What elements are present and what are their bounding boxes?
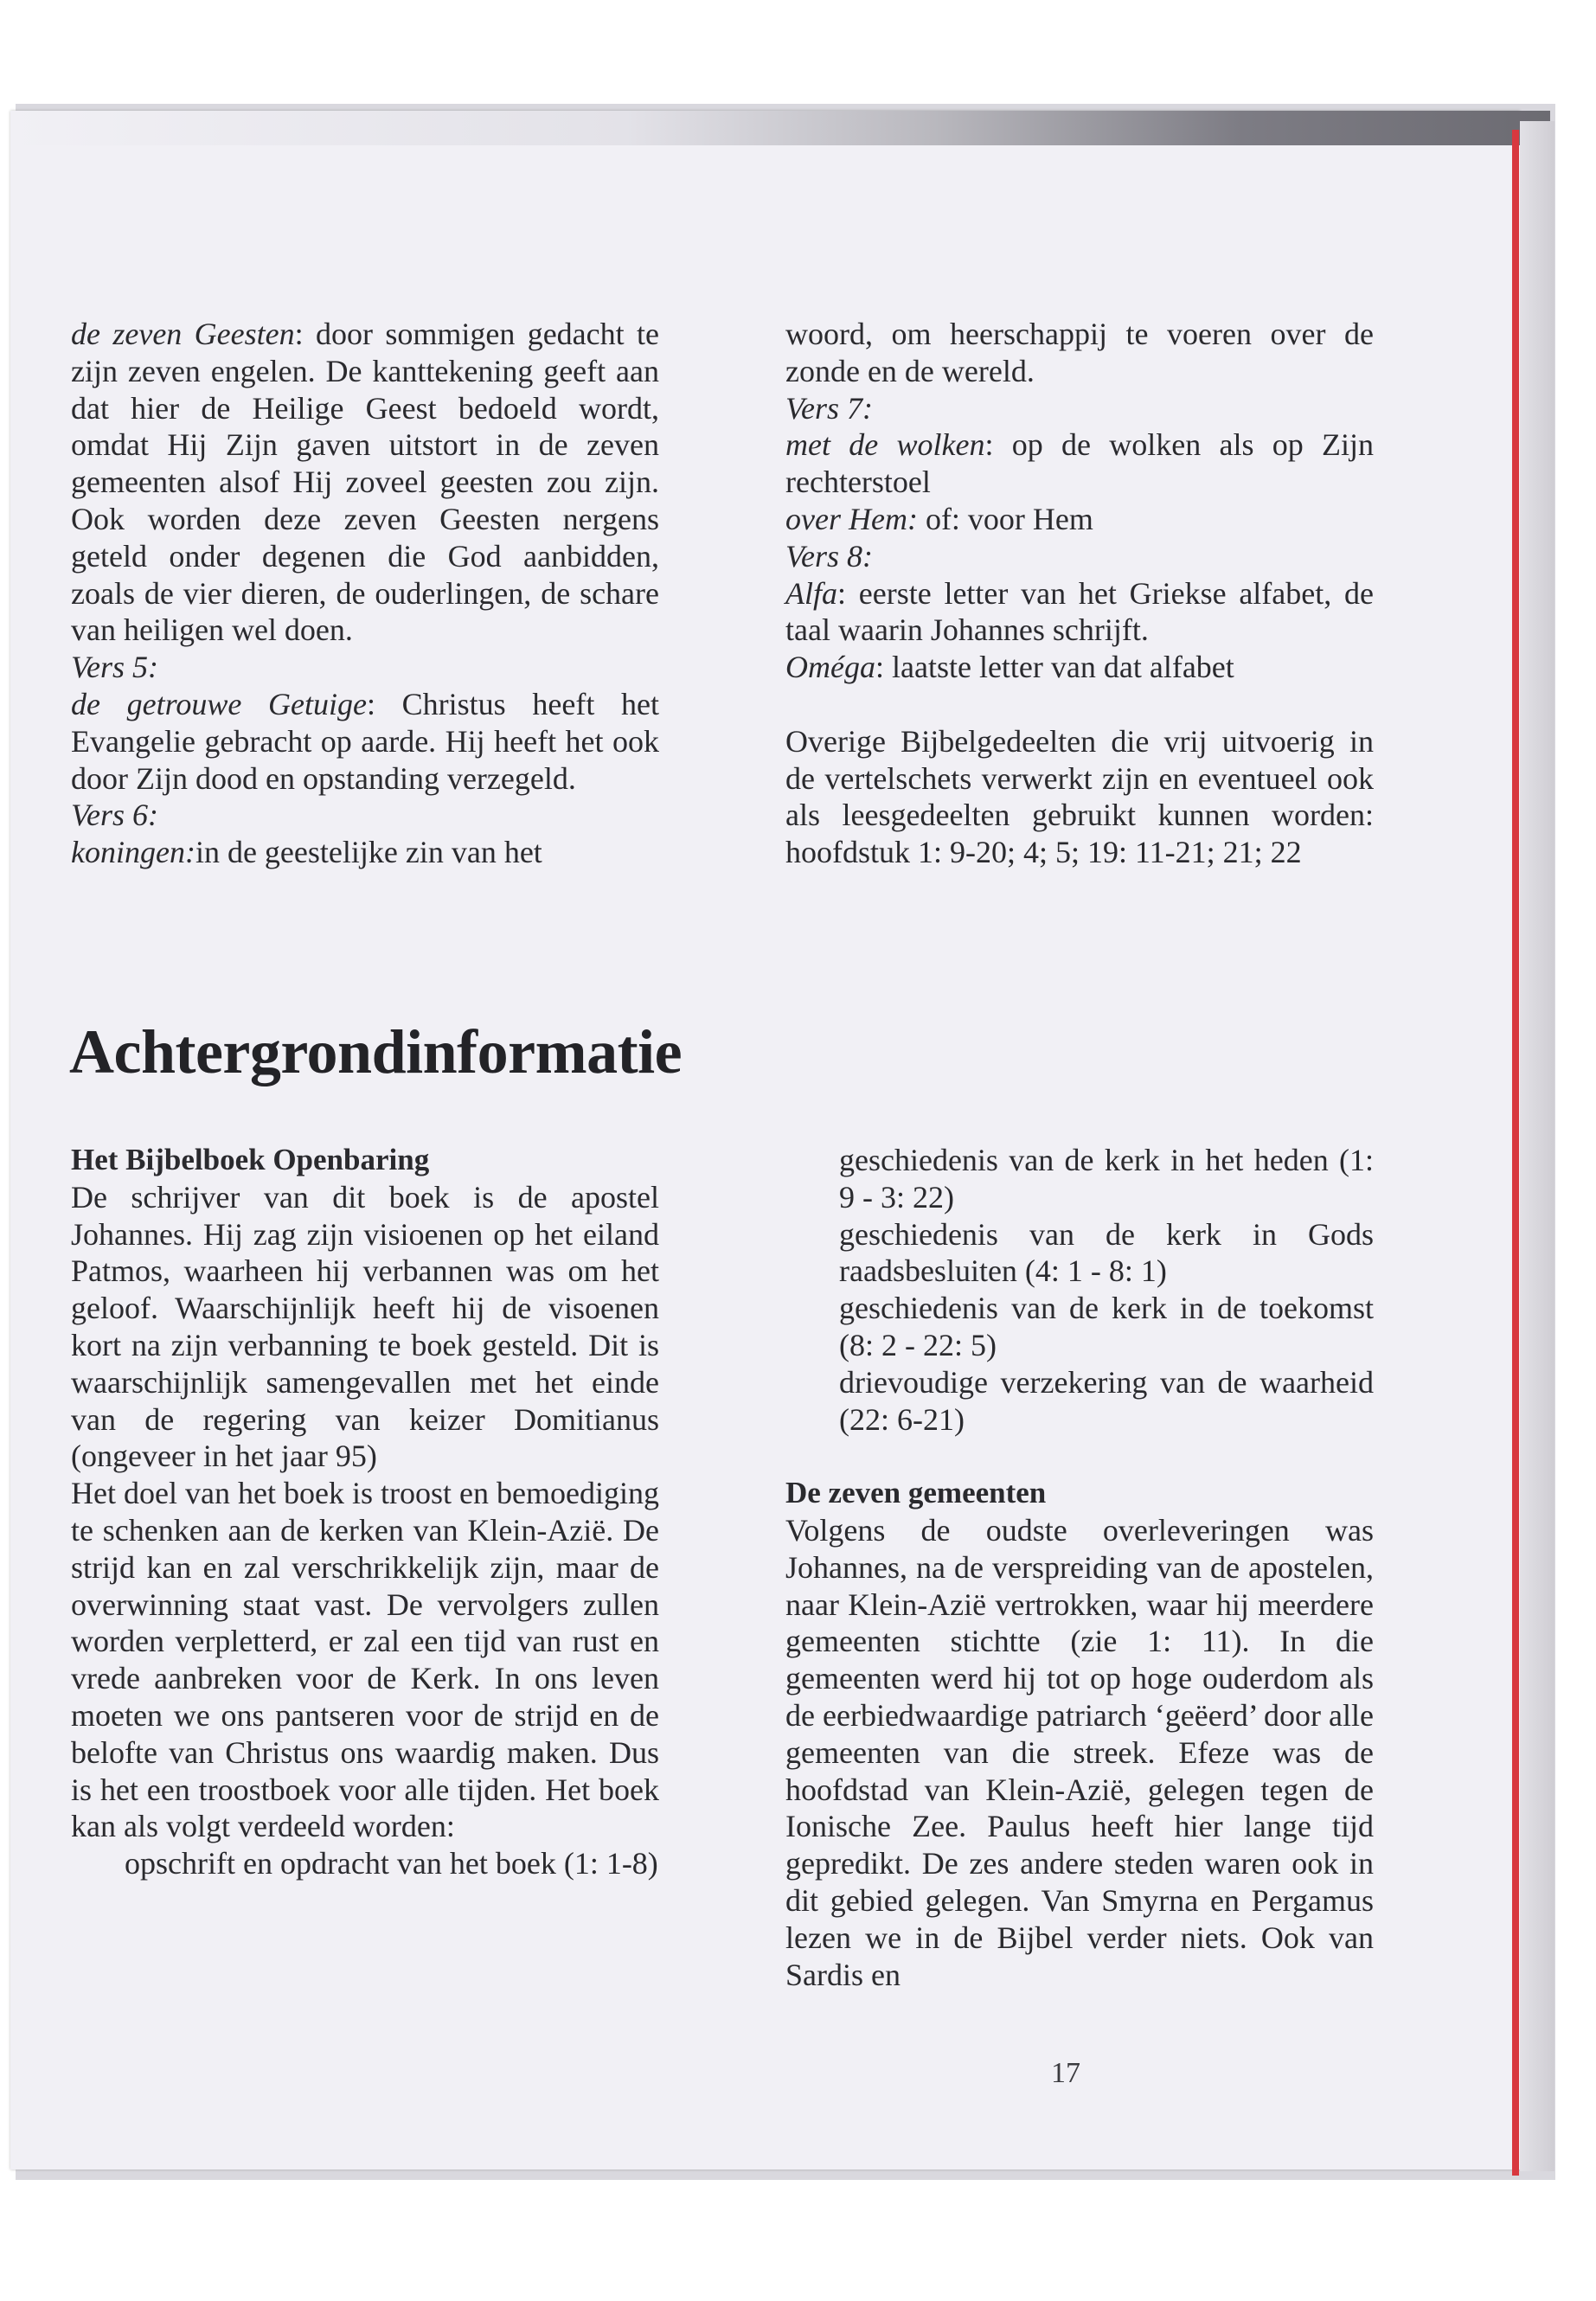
entry-vers-8: Vers 8:: [785, 538, 873, 574]
entry-zeven-geesten: de zeven Geesten: door sommigen gedacht te zijn zeven engelen. De kanttekening geeft aan dat hier de Heilige Geest bedoeld wordt, omdat Hij Zijn gaven uitstort in de zeven gemeenten alsof Hij zoveel geesten zou zijn. Ook worden deze zeven Geesten nergens geteld onder degenen die God aanbidden, zoals de vier dieren, de ouderlingen, de schare van heiligen wel doen.: [71, 317, 659, 648]
subheading-zeven-gemeenten: De zeven gemeenten: [785, 1476, 1047, 1510]
paragraph-doel: Het doel van het boek is troost en bemoediging te schenken aan de kerken van Klein-Azië. De strijd kan en zal verschrikkelijk zijn, maar de overwinning staat vast. De vervolgers zullen worden verpletterd, er zal een tijd van rust en vrede aanbreken voor de Kerk. In ons leven moeten we ons pantseren voor de strijd en de belofte van Christus ons waardig maken. Dus is het een troostboek voor alle tijden. Het boek kan als volgt verdeeld worden:: [71, 1476, 659, 1844]
entry-alfa: Alfa: eerste letter van het Griekse alfabet, de taal waarin Johannes schrijft.: [785, 575, 1374, 648]
entry-vers-5: Vers 5:: [71, 650, 158, 685]
list-item: geschiedenis van de kerk in de toekomst (8: 2 - 22: 5): [839, 1291, 1374, 1362]
entry-koningen: koningen:in de geestelijke zin van het: [71, 835, 542, 870]
entry-met-de-wolken: met de wolken: op de wolken als op Zijn rechterstoel: [785, 427, 1374, 500]
list-item: geschiedenis van de kerk in het heden (1: 9 - 3: 22): [839, 1143, 1374, 1215]
entry-woord: woord, om heerschappij te voeren over de zonde en de wereld.: [785, 317, 1374, 388]
right-column-top: [785, 316, 1374, 871]
list-item: geschiedenis van de kerk in Gods raadsbesluiten (4: 1 - 8: 1): [839, 1216, 1374, 1289]
page-top-shadow: [10, 111, 1550, 145]
subheading-openbaring: Het Bijbelboek Openbaring: [71, 1143, 430, 1176]
entry-vers-6: Vers 6:: [71, 798, 158, 833]
paragraph-schrijver: De schrijver van dit boek is de apostel Johannes. Hij zag zijn visioenen op het eiland Patmos, waarheen hij verbannen was om het geloof. Waarschijnlijk heeft hij de visoenen kort na zijn verbanning te boek gesteld. Dit is waarschijnlijk samengevallen met het einde van de regering van keizer Domitianus (ongeveer in het jaar 95): [71, 1179, 659, 1474]
page-number: 17: [1051, 2057, 1080, 2089]
paragraph-gemeenten: Volgens de oudste overleveringen was Johannes, na de verspreiding van de apostelen, naar Klein-Azië vertrokken, waar hij meerdere gemeenten stichtte (zie 1: 11). In die gemeenten werd hij tot op hoge ouderdom als de eerbiedwaardige patriarch ‘geëerd’ door alle gemeenten van die streek. Efeze was de hoofdstad van Klein-Azië, gelegen tegen de Ionische Zee. Paulus heeft hier lange tijd gepredikt. De zes andere steden waren ook in dit gebied gelegen. Van Smyrna en Pergamus lezen we in de Bijbel verder niets. Ook van Sardis en: [785, 1512, 1374, 1992]
entry-getrouwe-getuige: de getrouwe Getuige: Christus heeft het Evangelie gebracht op aarde. Hij heeft het ook door Zijn dood en opstanding verzegeld.: [71, 686, 659, 796]
right-column-bottom: [785, 1142, 1374, 1993]
overige-bijbelgedeelten: Overige Bijbelgedeelten die vrij uitvoerig in de vertelschets verwerkt zijn en eventueel ook als leesgedeelten gebruikt kunnen worden: hoofdstuk 1: 9-20; 4; 5; 19: 11-21; 21; 22: [785, 723, 1374, 870]
entry-over-hem: over Hem: of: voor Hem: [785, 501, 1093, 536]
list-item: opschrift en opdracht van het boek (1: 1-8): [125, 1846, 658, 1881]
entry-vers-7: Vers 7:: [785, 390, 873, 426]
left-column-top: [71, 316, 659, 871]
left-column-bottom: [71, 1142, 659, 1882]
red-page-edge: [1512, 130, 1519, 2176]
book-cover-edge: [1520, 121, 1554, 2171]
list-item: drievoudige verzekering van de waarheid (22: 6-21): [839, 1364, 1374, 1437]
entry-omega: Oméga: laatste letter van dat alfabet: [785, 650, 1234, 685]
section-heading: Achtergrondinformatie: [69, 1017, 683, 1086]
